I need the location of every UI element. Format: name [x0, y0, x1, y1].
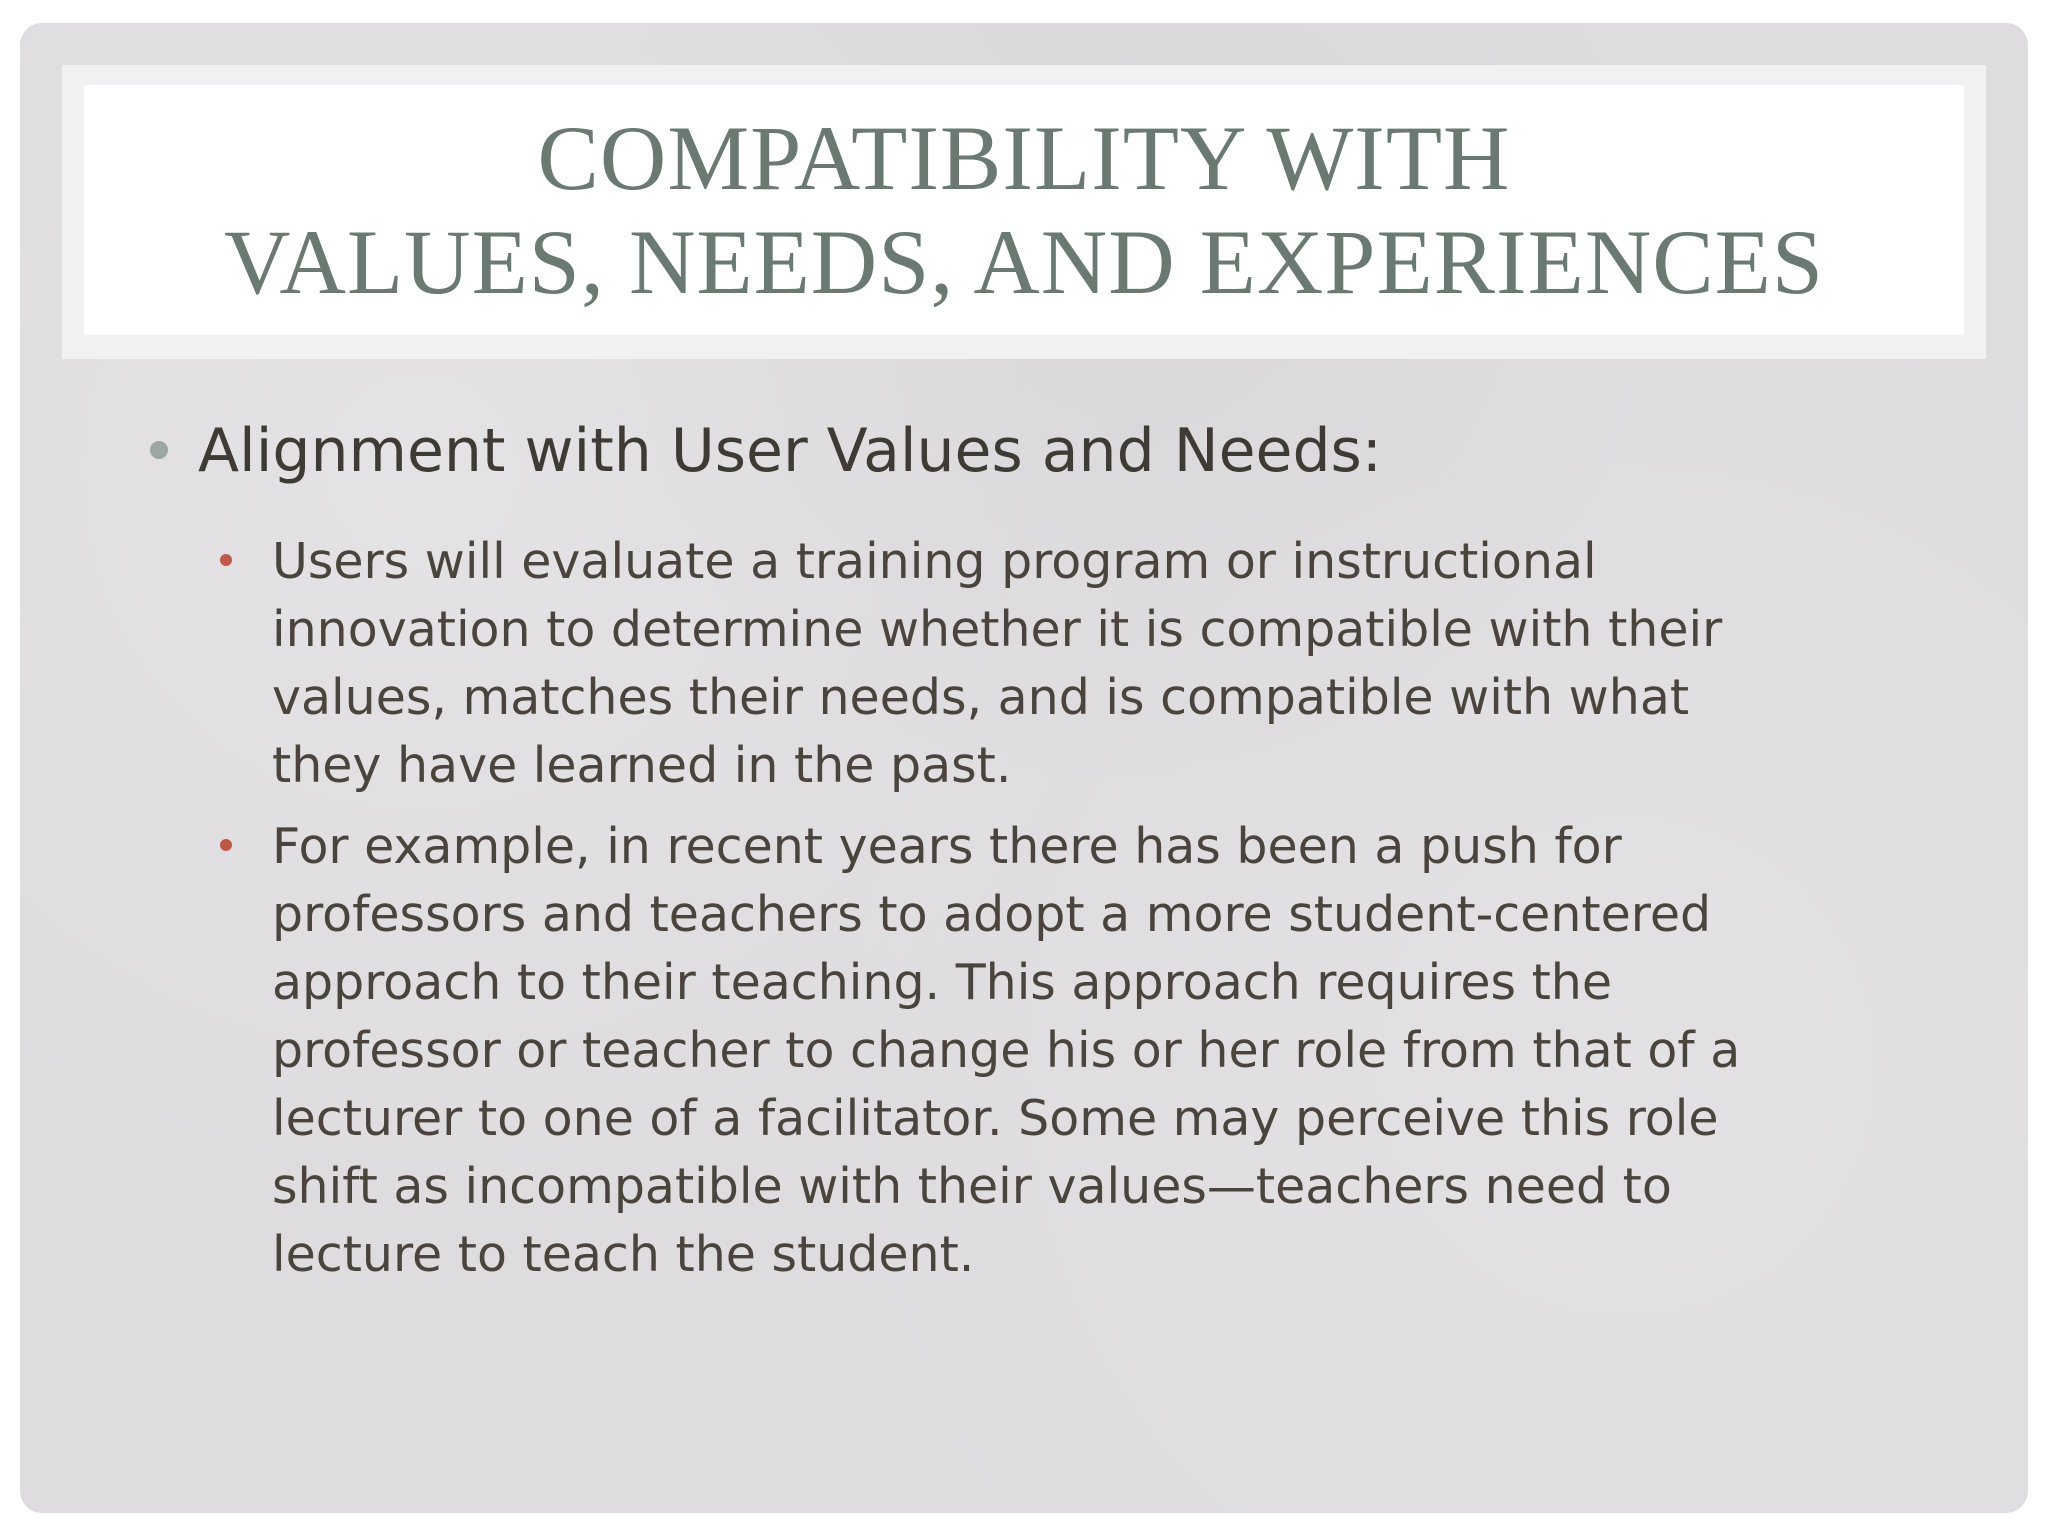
sub-bullet-text	[272, 813, 1740, 1289]
text-line: Users will evaluate a training program or instructional	[272, 533, 1597, 590]
text-line: they have learned in the past.	[272, 737, 1012, 794]
bullet-alignment	[150, 411, 1950, 491]
text-line: lecturer to one of a facilitator. Some may perceive this role	[272, 1090, 1719, 1147]
text-line: For example, in recent years there has been a push for	[272, 818, 1622, 875]
text-line: shift as incompatible with their values—teachers need to	[272, 1158, 1672, 1215]
sub-bullet-dot-icon	[220, 554, 232, 566]
text-line: innovation to determine whether it is compatible with their	[272, 601, 1723, 658]
slide-title-line-2: VALUES, NEEDS, AND EXPERIENCES	[223, 211, 1825, 313]
sub-bullet-users-evaluate	[220, 528, 1940, 800]
slide-title-line-1: COMPATIBILITY WITH	[537, 107, 1511, 209]
bullet-dot-icon	[150, 441, 168, 459]
text-line: lecture to teach the student.	[272, 1226, 975, 1283]
text-line: professor or teacher to change his or her role from that of a	[272, 1022, 1741, 1079]
slide	[20, 23, 2028, 1513]
slide-content	[20, 23, 2028, 1513]
text-line: values, matches their needs, and is compatible with what	[272, 669, 1690, 726]
sub-bullet-dot-icon	[220, 839, 232, 851]
text-line: professors and teachers to adopt a more student-centered	[272, 886, 1712, 943]
sub-bullet-for-example	[220, 813, 1940, 1289]
bullet-text: Alignment with User Values and Needs:	[198, 416, 1383, 486]
text-line: approach to their teaching. This approach requires the	[272, 954, 1613, 1011]
sub-bullet-text	[272, 528, 1722, 800]
